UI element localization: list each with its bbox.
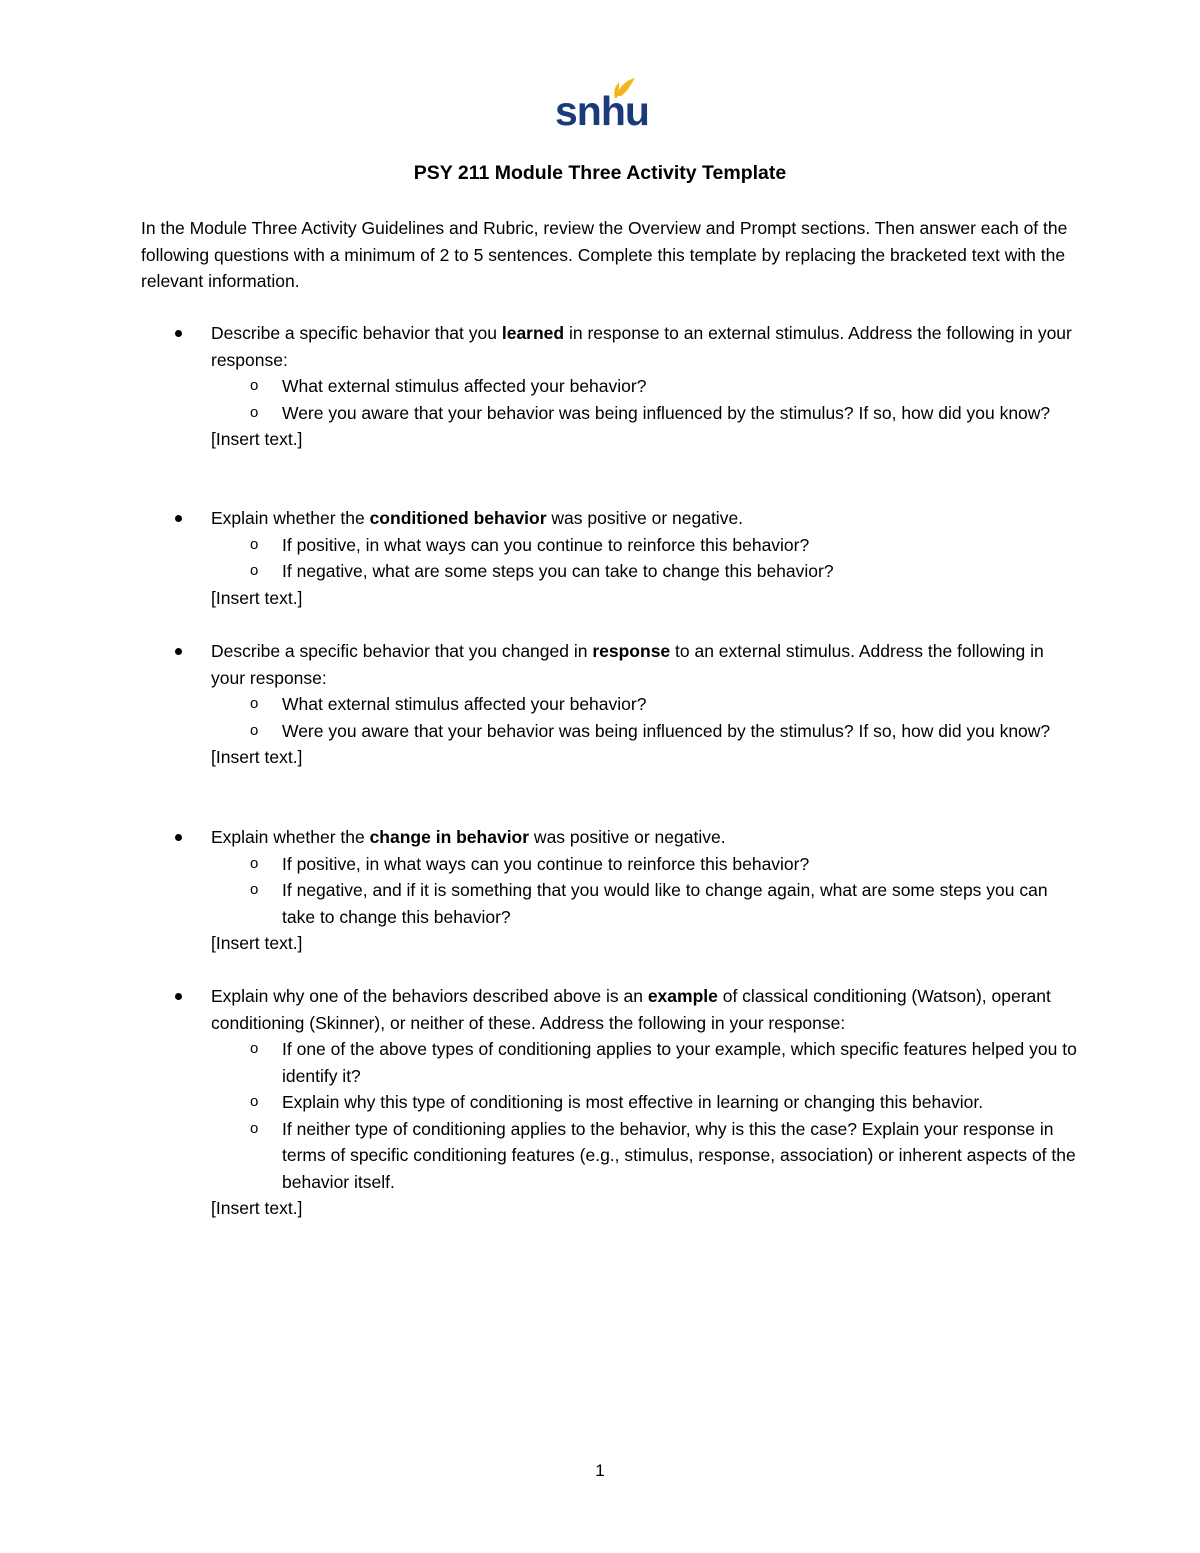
- question-section-1: [141, 320, 1081, 453]
- question-pre: Describe a specific behavior that you: [211, 323, 502, 343]
- question-bullet: [141, 824, 1081, 851]
- sub-question-text: If one of the above types of conditioning applies to your example, which specific features helped you to identify it?: [282, 1039, 1077, 1086]
- question-section-2: [141, 505, 1081, 611]
- question-section-5: [141, 983, 1081, 1222]
- sub-question-list: [141, 1036, 1081, 1195]
- snhu-logo: [555, 76, 649, 134]
- page-number: 1: [595, 1461, 605, 1480]
- sub-question-text: If positive, in what ways can you continue to reinforce this behavior?: [282, 534, 810, 555]
- sub-marker: o: [250, 403, 259, 421]
- insert-text-placeholder[interactable]: [Insert text.]: [211, 933, 303, 953]
- question-bullet: [141, 638, 1081, 691]
- question-bold: conditioned behavior: [369, 508, 547, 528]
- sub-question: [250, 532, 1081, 559]
- sub-marker: o: [250, 881, 259, 898]
- bullet-icon: [175, 515, 182, 522]
- sub-marker: o: [250, 1119, 259, 1137]
- sub-question-list: [141, 373, 1081, 426]
- sub-marker: o: [250, 1093, 259, 1110]
- sub-question-text: Were you aware that your behavior was being influenced by the stimulus? If so, how did you know?: [282, 402, 1051, 423]
- sub-question-text: If negative, what are some steps you can take to change this behavior?: [282, 561, 834, 581]
- sub-question-text: Were you aware that your behavior was being influenced by the stimulus? If so, how did you know?: [282, 720, 1051, 741]
- sub-question: [250, 851, 1081, 878]
- question-post: was positive or negative.: [529, 827, 726, 847]
- question-pre: Explain whether the: [211, 827, 370, 847]
- intro-text: In the Module Three Activity Guidelines and Rubric, review the Overview and Prompt sections. Then answer each of the following questions with a minimum of 2 to 5 sentences. Complete this template by replacing the bracketed text with the relevant information.: [141, 218, 1068, 291]
- insert-text-placeholder[interactable]: [Insert text.]: [211, 587, 303, 608]
- insert-text-placeholder[interactable]: [Insert text.]: [211, 1198, 303, 1218]
- question-bold: learned: [501, 323, 565, 343]
- question-section-4: [141, 824, 1081, 957]
- sub-question: [250, 718, 1081, 745]
- question-pre: Describe a specific behavior that you changed in: [211, 641, 593, 661]
- question-post: was positive or negative.: [546, 508, 744, 528]
- bullet-icon: [175, 330, 182, 337]
- intro-paragraph: [141, 215, 1071, 295]
- bullet-icon: [175, 834, 182, 841]
- question-bullet: [141, 320, 1081, 373]
- sub-question-text: If positive, in what ways can you continue to reinforce this behavior?: [282, 853, 810, 874]
- sub-question-list: [141, 851, 1081, 931]
- sub-question-text: Explain why this type of conditioning is most effective in learning or changing this behavior.: [282, 1092, 984, 1112]
- question-post: to an external stimulus. Address the following in your response:: [211, 641, 1044, 688]
- sub-question-text: If neither type of conditioning applies to the behavior, why is this the case? Explain your response in terms of specific conditioning features (e.g., stimulus, response, association) or inherent aspects of the behavior itself.: [282, 1118, 1076, 1192]
- question-bullet: [141, 983, 1081, 1036]
- sub-question: [250, 691, 1081, 718]
- sub-question-list: [141, 532, 1081, 585]
- sub-marker: o: [250, 854, 259, 872]
- sub-question-list: [141, 691, 1081, 744]
- question-bold: example: [647, 986, 718, 1006]
- sub-question: [250, 558, 1081, 585]
- question-post: of classical conditioning (Watson), operant conditioning (Skinner), or neither of these. Address the following in your response:: [211, 986, 1051, 1033]
- insert-text-placeholder[interactable]: [Insert text.]: [211, 429, 303, 449]
- bullet-icon: [175, 648, 182, 655]
- question-bold: response: [592, 641, 671, 661]
- sub-question: [250, 400, 1081, 427]
- sub-question: [250, 1036, 1081, 1089]
- question-pre: Explain whether the: [211, 508, 370, 528]
- sub-marker: o: [250, 721, 259, 739]
- logo-text: snhu: [555, 88, 649, 134]
- sub-question: [250, 1089, 1081, 1116]
- sub-marker: o: [250, 695, 259, 712]
- bullet-icon: [175, 993, 182, 1000]
- sub-question-text: What external stimulus affected your behavior?: [282, 376, 647, 396]
- question-bold: change in behavior: [369, 827, 530, 847]
- question-bullet: [141, 505, 1081, 532]
- sub-question: [250, 373, 1081, 400]
- question-pre: Explain why one of the behaviors described above is an: [211, 986, 648, 1006]
- question-section-3: [141, 638, 1081, 771]
- sub-marker: o: [250, 562, 259, 579]
- insert-text-placeholder[interactable]: [Insert text.]: [211, 747, 303, 767]
- sub-question-text: What external stimulus affected your behavior?: [282, 694, 647, 714]
- document-title: PSY 211 Module Three Activity Template: [413, 162, 787, 184]
- sub-question: [250, 1116, 1081, 1196]
- sub-question: [250, 877, 1081, 930]
- sub-marker: o: [250, 1040, 259, 1057]
- sub-marker: o: [250, 535, 259, 553]
- question-post: in response to an external stimulus. Address the following in your response:: [211, 323, 1072, 370]
- sub-question-text: If negative, and if it is something that you would like to change again, what are some steps you can take to change this behavior?: [282, 880, 1048, 927]
- sub-marker: o: [250, 377, 259, 394]
